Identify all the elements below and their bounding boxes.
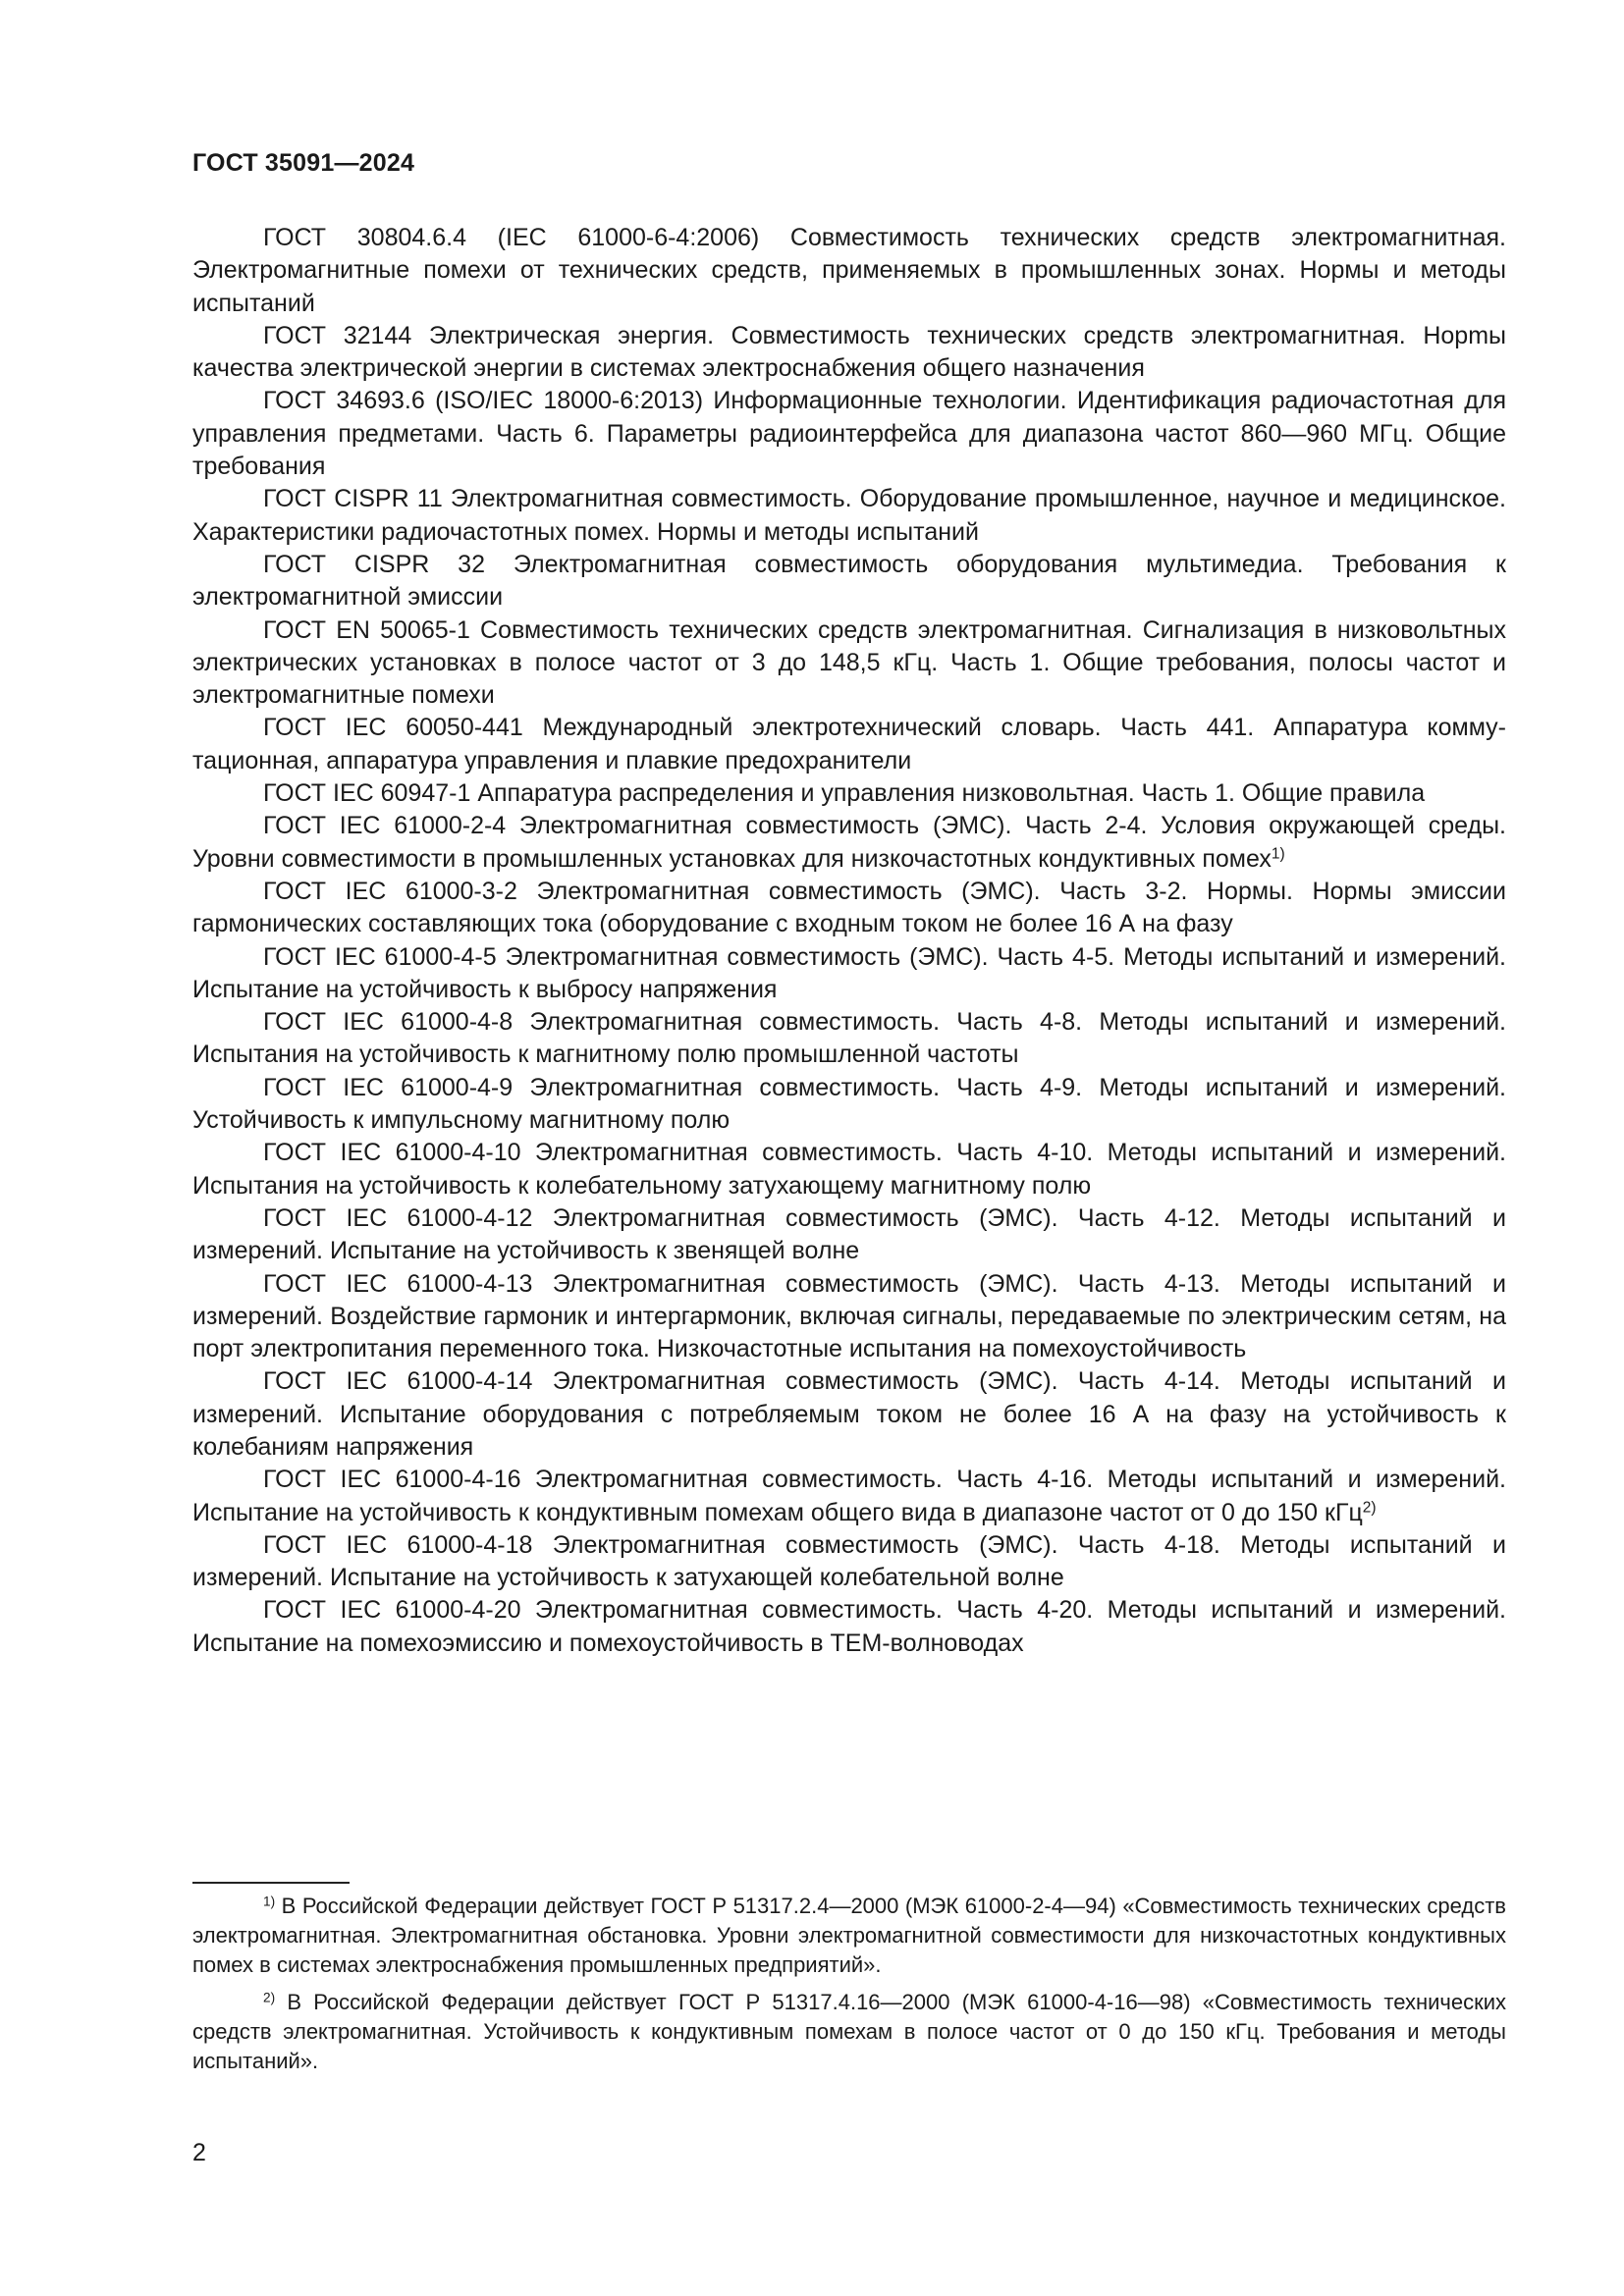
reference-item: ГОСТ 32144 Электрическая энергия. Совместимость технических средств электромагнитная. Норmы качества электрической энергии в системах электроснабжения общего назначения: [192, 321, 1506, 383]
reference-item: ГОСТ CISPR 32 Электромагнитная совместимость оборудования мультимедиа. Требования к электромагнитной эмиссии: [192, 550, 1506, 612]
footnote-2: [192, 1988, 1506, 2076]
footnotes: [192, 1892, 1506, 2084]
reference-item: ГОСТ IEC 61000-3-2 Электромагнитная совместимость (ЭМС). Часть 3-2. Нормы. Нормы эмиссии гармонических составляющих тока (оборудование с входным током не более 16 А на фазу: [192, 877, 1506, 938]
footnote-mark: 2): [263, 1990, 276, 2005]
reference-item: ГОСТ 30804.6.4 (IEC 61000-6-4:2006) Совместимость технических средств электромагнитная. Электромагнитные помехи от технических средств, применяемых в промышленных зонах. Нормы и методы испытаний: [192, 224, 1506, 317]
footnote-ref-1: 1): [1271, 845, 1285, 863]
document-code-header: ГОСТ 35091—2024: [192, 149, 415, 177]
footnote-text: В Российской Федерации действует ГОСТ Р 51317.4.16—2000 (МЭК 61000-4-16—98) «Совместимость технических средств электромагнитная. Устойчивость к кондуктивным помехам в полосе частот от 0 до 150 кГц. Требования и методы испытаний».: [192, 1990, 1506, 2073]
reference-item: ГОСТ IEC 61000-4-18 Электромагнитная совместимость (ЭМС). Часть 4-18. Методы испытаний и измерений. Испытание на устойчивость к затухающей колебательной волне: [192, 1530, 1506, 1592]
reference-item: ГОСТ IEC 61000-2-4 Электромагнитная совместимость (ЭМС). Часть 2-4. Условия окружающей среды. Уровни совместимости в промышленных установках для низкочастотных кондуктивных помех$^{1)}$: [192, 812, 1506, 873]
reference-item: ГОСТ EN 50065-1 Совместимость технических средств электромагнитная. Сигнализация в низковольтных электрических установках в полосе частот от 3 до 148,5 кГц. Часть 1. Общие требования, полосы частот и электромагнитные помехи: [192, 615, 1506, 710]
footnote-1: [192, 1892, 1506, 1980]
reference-item: ГОСТ IEC 60947-1 Аппаратура распределения и управления низковольтная. Часть 1. Общие правила: [263, 779, 1426, 808]
reference-item: ГОСТ IEC 61000-4-13 Электромагнитная совместимость (ЭМС). Часть 4-13. Методы испытаний и измерений. Воздействие гармоник и интергармоник, включая сигналы, передаваемые по электрическим сетям, на порт электропитания переменного тока. Низкочастотные испытания на помехоустойчивость: [192, 1269, 1506, 1363]
reference-item: ГОСТ CISPR 11 Электромагнитная совместимость. Оборудование промышленное, научное и медицинское. Характеристики радиочастотных помех. Нормы и методы испытаний: [192, 485, 1506, 546]
footnote-separator: [192, 1882, 350, 1884]
footnote-mark: 1): [263, 1894, 276, 1909]
reference-item: ГОСТ IEC 61000-4-5 Электромагнитная совместимость (ЭМС). Часть 4-5. Методы испытаний и измерений. Испытание на устойчивость к выбросу напряжения: [192, 942, 1506, 1003]
normative-references-list: [192, 222, 1506, 1660]
reference-item: ГОСТ IEC 61000-4-8 Электромагнитная совместимость. Часть 4-8. Методы испытаний и измерений. Испытания на устойчивость к магнитному полю промышленной частоты: [192, 1008, 1506, 1069]
reference-item: ГОСТ 34693.6 (ISO/IEC 18000-6:2013) Информационные технологии. Идентификация радиочастотная для управления предметами. Часть 6. Параметры радиоинтерфейса для диапазона частот 860—960 МГц. Общие требования: [192, 387, 1506, 481]
reference-item: ГОСТ IEC 61000-4-9 Электромагнитная совместимость. Часть 4-9. Методы испытаний и измерений. Устойчивость к импульсному магнитному полю: [192, 1073, 1506, 1135]
reference-item: ГОСТ IEC 61000-4-20 Электромагнитная совместимость. Часть 4-20. Методы испытаний и измерений. Испытание на помехоэмиссию и помехоустойчивость в ТЕМ-волноводах: [192, 1596, 1506, 1657]
reference-item: ГОСТ IEC 61000-4-10 Электромагнитная совместимость. Часть 4-10. Методы испытаний и измерений. Испытания на устойчивость к колебательному затухающему магнитному полю: [192, 1139, 1506, 1200]
page-number: 2: [192, 2139, 206, 2166]
reference-item: ГОСТ IEC 61000-4-12 Электромагнитная совместимость (ЭМС). Часть 4-12. Методы испытаний и измерений. Испытание на устойчивость к звенящей волне: [192, 1203, 1506, 1265]
reference-item: ГОСТ IEC 61000-4-14 Электромагнитная совместимость (ЭМС). Часть 4-14. Методы испытаний и измерений. Испытание оборудования с потребляемым током не более 16 А на фазу на устойчивость к колебаниям напряжения: [192, 1367, 1506, 1461]
reference-item: ГОСТ IEC 61000-4-16 Электромагнитная совместимость. Часть 4-16. Методы испытаний и измерений. Испытание на устойчивость к кондуктивным помехам общего вида в диапазоне частот от 0 до 150 кГц$^{2)}$: [192, 1466, 1506, 1526]
footnote-text: В Российской Федерации действует ГОСТ Р 51317.2.4—2000 (МЭК 61000-2-4—94) «Совместимость технических средств электромагнитная. Электромагнитная обстановка. Уровни электромагнитной совместимости для низкочастотных кондуктивных помех в системах электроснабжения промышленных предприятий».: [192, 1894, 1506, 1977]
footnote-ref-2: 2): [1362, 1499, 1377, 1517]
reference-item: ГОСТ IEC 60050-441 Международный электротехнический словарь. Часть 441. Аппаратура коммутационная, аппаратура управления и плавкие предохранители: [192, 714, 1506, 774]
